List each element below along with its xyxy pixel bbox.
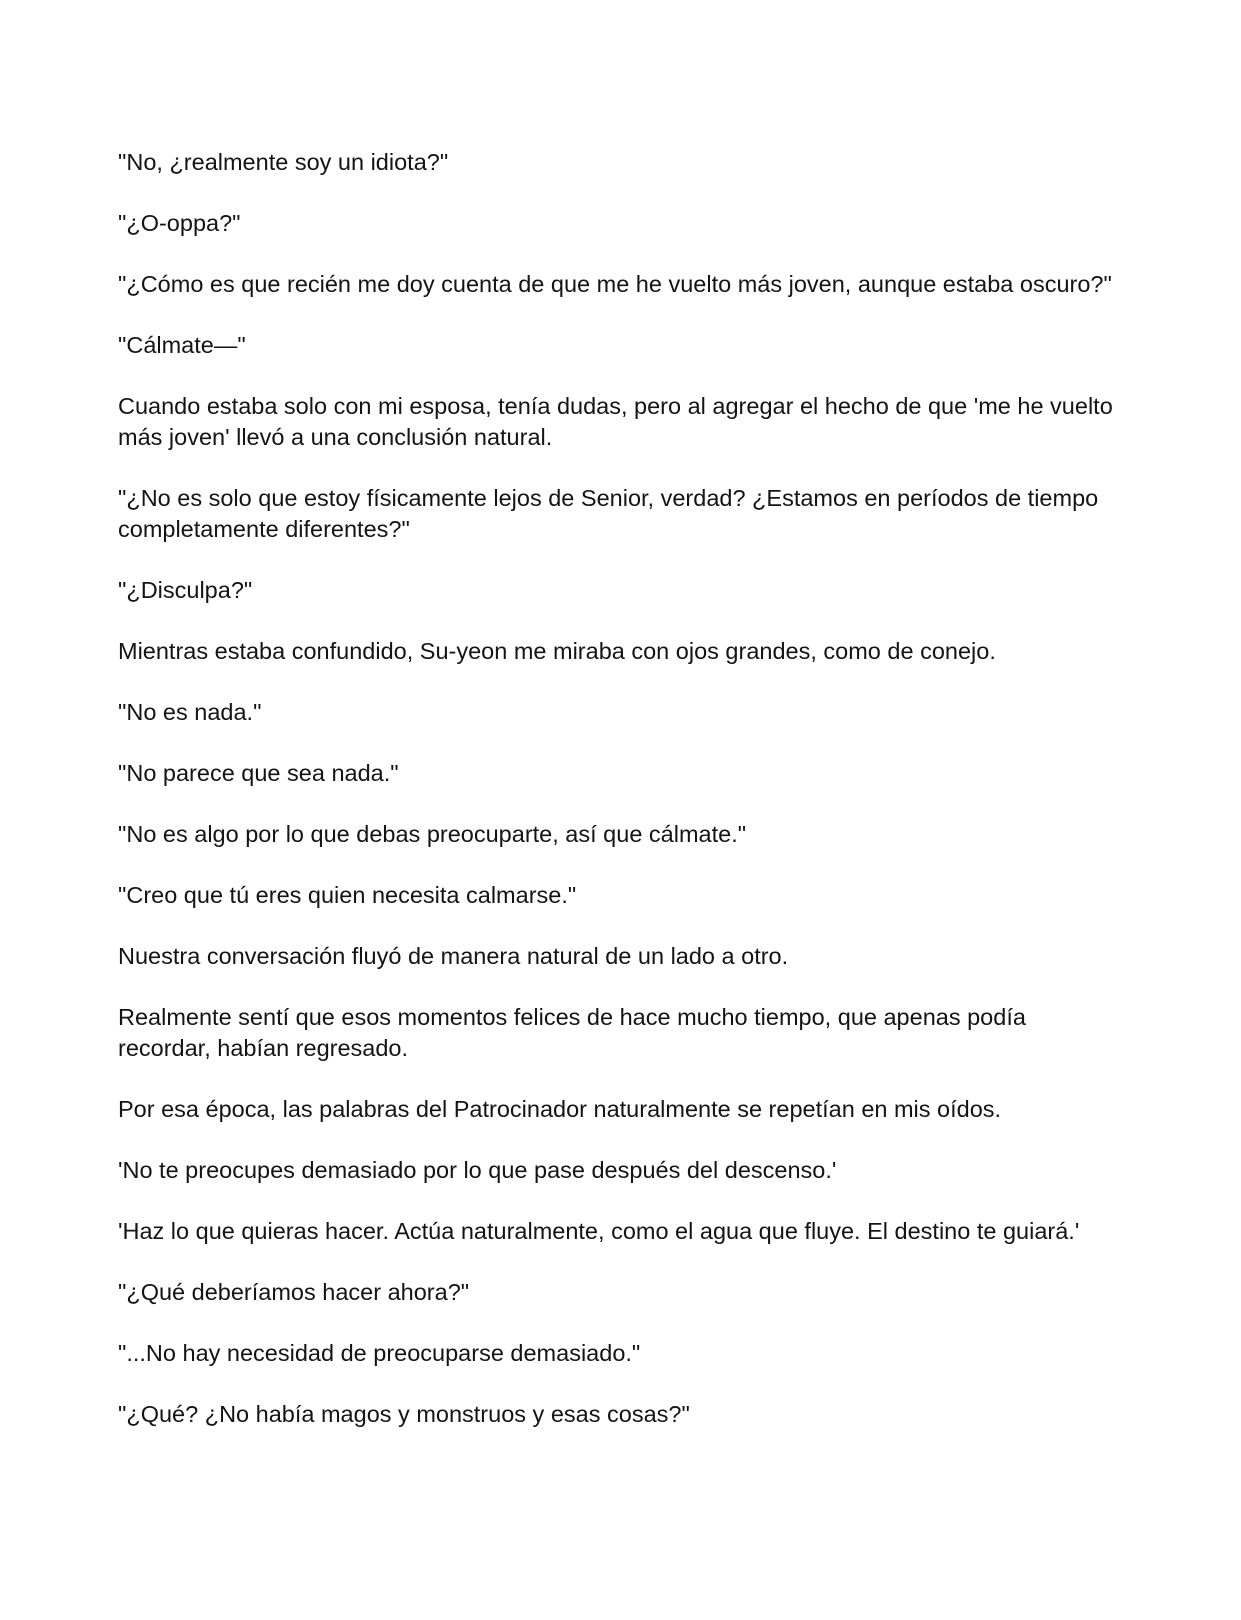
paragraph: Nuestra conversación fluyó de manera natural de un lado a otro. <box>118 943 789 969</box>
paragraph: "No es nada." <box>118 699 262 725</box>
paragraph: "No, ¿realmente soy un idiota?" <box>118 149 449 175</box>
paragraph: Cuando estaba solo con mi esposa, tenía dudas, pero al agregar el hecho de que 'me he vuelto más joven' llevó a una conclusión natural. <box>118 393 1113 450</box>
paragraph: "¿Qué deberíamos hacer ahora?" <box>118 1279 470 1305</box>
paragraph: 'No te preocupes demasiado por lo que pase después del descenso.' <box>118 1157 837 1183</box>
paragraph: 'Haz lo que quieras hacer. Actúa naturalmente, como el agua que fluye. El destino te guiará.' <box>118 1218 1080 1244</box>
paragraph: "¿Disculpa?" <box>118 577 253 603</box>
paragraph: Mientras estaba confundido, Su-yeon me miraba con ojos grandes, como de conejo. <box>118 638 996 664</box>
paragraph: "¿Qué? ¿No había magos y monstruos y esas cosas?" <box>118 1401 690 1427</box>
paragraph: "Creo que tú eres quien necesita calmarse." <box>118 882 577 908</box>
paragraph: Por esa época, las palabras del Patrocinador naturalmente se repetían en mis oídos. <box>118 1096 1002 1122</box>
document-body <box>118 147 1118 1460</box>
paragraph: "¿Cómo es que recién me doy cuenta de que me he vuelto más joven, aunque estaba oscuro?" <box>118 271 1112 297</box>
paragraph: Realmente sentí que esos momentos felices de hace mucho tiempo, que apenas podía recordar, habían regresado. <box>118 1004 1026 1061</box>
paragraph: "No parece que sea nada." <box>118 760 399 786</box>
paragraph: "Cálmate—" <box>118 332 246 358</box>
paragraph: "...No hay necesidad de preocuparse demasiado." <box>118 1340 641 1366</box>
paragraph: "¿No es solo que estoy físicamente lejos de Senior, verdad? ¿Estamos en períodos de tiempo completamente diferentes?" <box>118 485 1099 542</box>
paragraph: "No es algo por lo que debas preocuparte, así que cálmate." <box>118 821 747 847</box>
paragraph: "¿O-oppa?" <box>118 210 241 236</box>
